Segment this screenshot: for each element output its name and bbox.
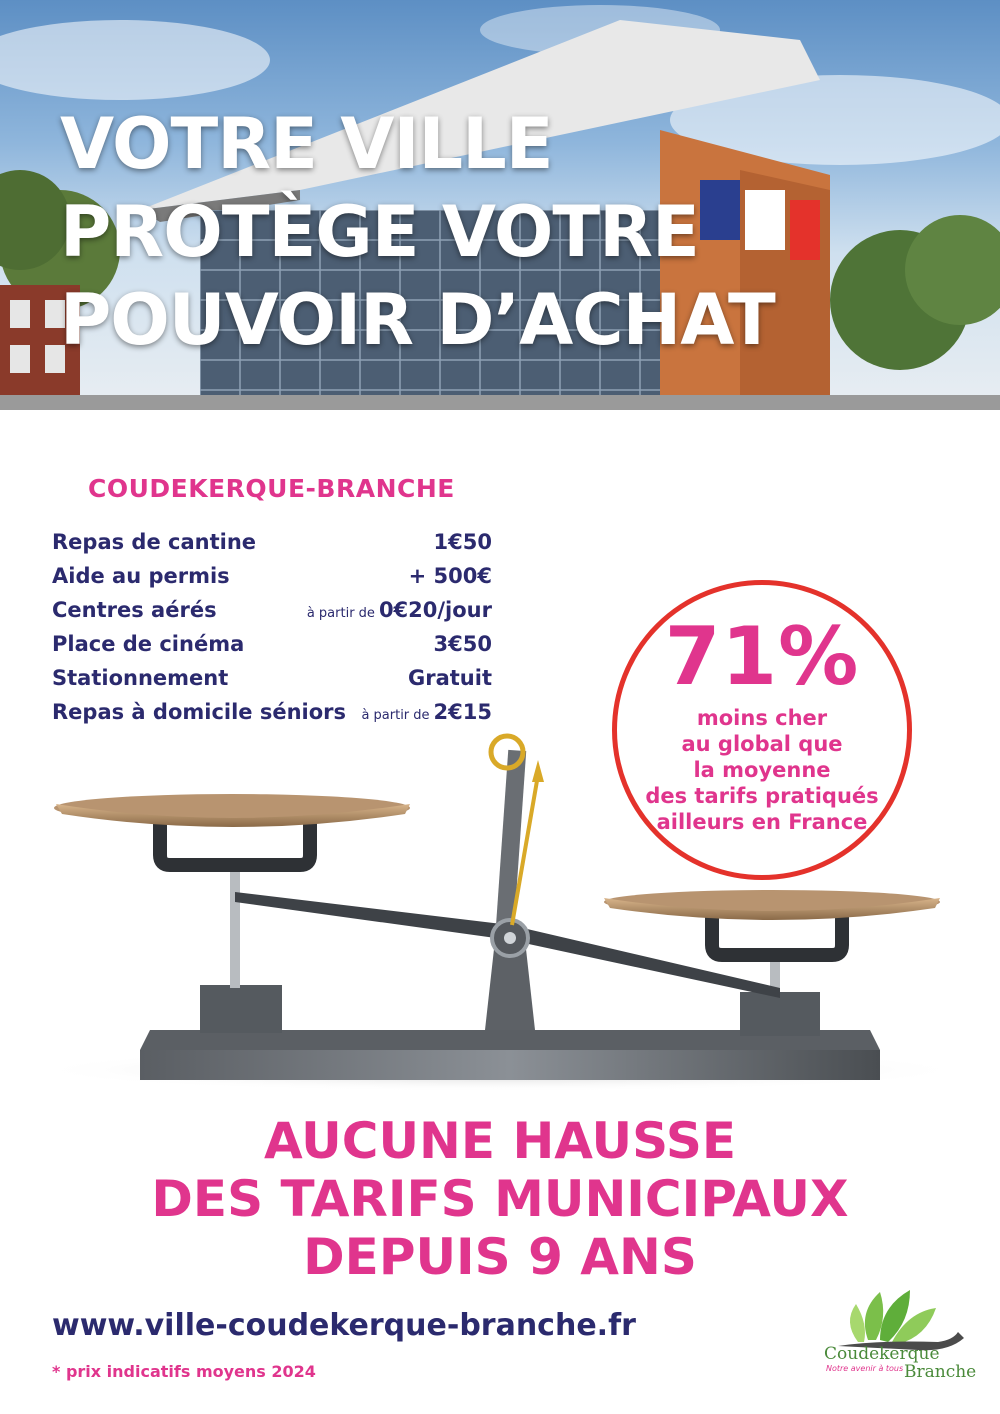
hero-banner bbox=[0, 0, 1000, 410]
savings-line: la moyenne bbox=[693, 758, 831, 782]
headline-line-2: DES TARIFS MUNICIPAUX bbox=[151, 1170, 849, 1228]
price-prefix: à partir de bbox=[306, 606, 375, 621]
savings-percent: 71% bbox=[664, 610, 860, 703]
savings-text bbox=[637, 705, 887, 835]
savings-line: ailleurs en France bbox=[656, 810, 868, 834]
price-row-stationnement bbox=[52, 666, 492, 700]
price-prefix: à partir de bbox=[361, 708, 430, 723]
footnote: * prix indicatifs moyens 2024 bbox=[52, 1362, 316, 1381]
price-row-cantine bbox=[52, 530, 492, 564]
price-label: Repas à domicile séniors bbox=[52, 700, 347, 724]
price-row-seniors bbox=[52, 700, 492, 734]
savings-line: moins cher bbox=[696, 706, 828, 730]
city-name: COUDEKERQUE-BRANCHE bbox=[88, 474, 455, 503]
price-value: 0€20/jour bbox=[378, 598, 492, 622]
hero-title-line-1: VOTRE VILLE bbox=[60, 103, 553, 185]
price-value: + 500€ bbox=[408, 564, 492, 588]
hero-title-line-2: PROTÈGE VOTRE bbox=[60, 191, 699, 273]
price-row-cinema bbox=[52, 632, 492, 666]
leaf-logo-icon bbox=[818, 1282, 988, 1352]
price-value: Gratuit bbox=[408, 666, 492, 690]
main-headline bbox=[0, 1112, 1000, 1286]
savings-line: au global que bbox=[681, 732, 843, 756]
logo-text-line-1: Coudekerque bbox=[824, 1344, 940, 1364]
headline-line-1: AUCUNE HAUSSE bbox=[264, 1112, 736, 1170]
price-value: 1€50 bbox=[433, 530, 492, 554]
price-label: Place de cinéma bbox=[52, 632, 245, 656]
price-row-centres bbox=[52, 598, 492, 632]
savings-badge bbox=[612, 580, 912, 880]
price-label: Centres aérés bbox=[52, 598, 217, 622]
logo-text-line-2: Branche bbox=[904, 1362, 977, 1382]
price-label: Aide au permis bbox=[52, 564, 230, 588]
headline-line-3: DEPUIS 9 ANS bbox=[303, 1228, 697, 1286]
price-value: 3€50 bbox=[433, 632, 492, 656]
price-label: Repas de cantine bbox=[52, 530, 257, 554]
savings-line: des tarifs pratiqués bbox=[645, 784, 879, 808]
price-list bbox=[52, 530, 492, 734]
website-link[interactable]: www.ville-coudekerque-branche.fr bbox=[52, 1308, 636, 1343]
price-label: Stationnement bbox=[52, 666, 229, 690]
hero-title bbox=[60, 100, 775, 364]
logo-tagline: Notre avenir à tous bbox=[826, 1364, 904, 1373]
price-value: 2€15 bbox=[433, 700, 492, 724]
hero-title-line-3: POUVOIR D’ACHAT bbox=[60, 279, 775, 361]
price-row-permis bbox=[52, 564, 492, 598]
city-logo bbox=[818, 1282, 988, 1392]
